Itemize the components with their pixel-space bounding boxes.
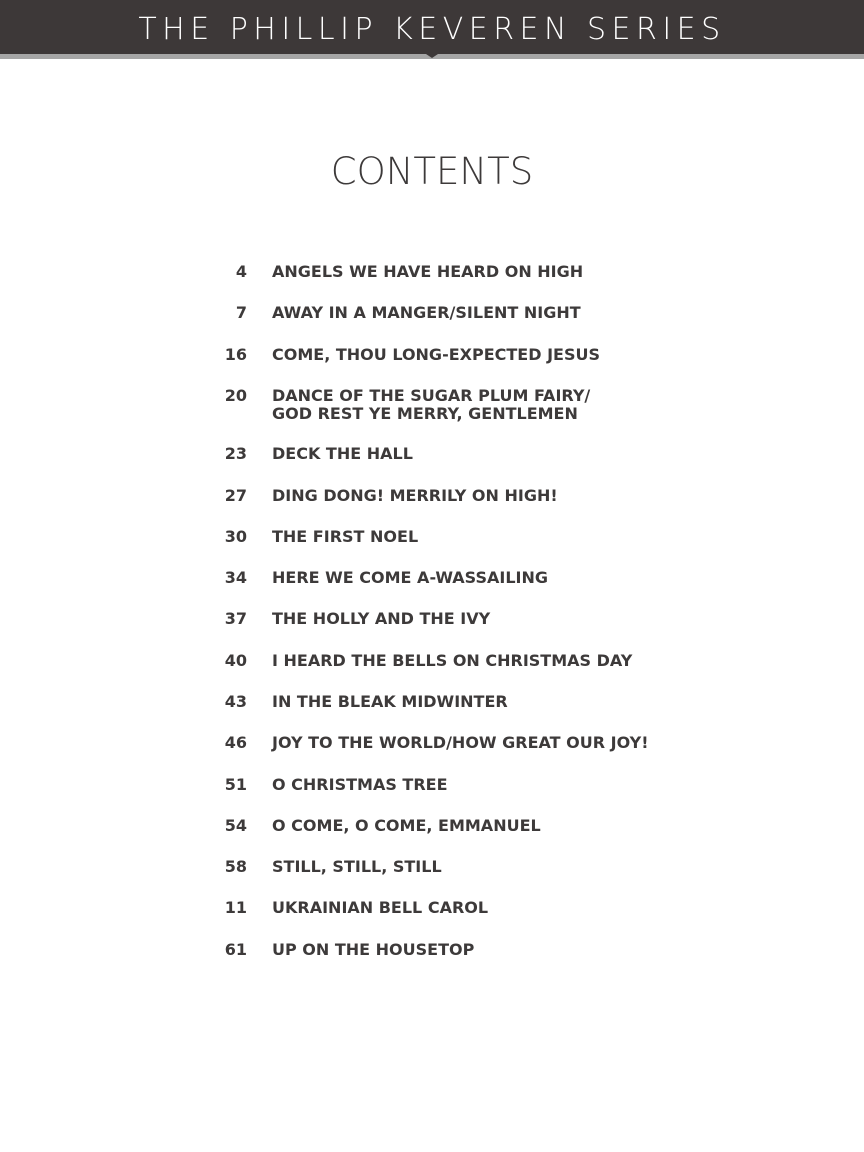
toc-page-number: 4 (235, 262, 247, 281)
toc-title-line: DANCE OF THE SUGAR PLUM FAIRY/ (272, 386, 591, 405)
toc-title-line: THE HOLLY AND THE IVY (272, 609, 491, 628)
toc-page-number: 43 (224, 692, 247, 711)
toc-title-line: O CHRISTMAS TREE (272, 775, 448, 794)
toc-title-line: UKRAINIAN BELL CAROL (272, 898, 489, 917)
contents-heading: CONTENTS (330, 150, 534, 193)
toc-page-number: 27 (224, 486, 247, 505)
toc-page-number: 23 (224, 444, 247, 463)
toc-page-number: 46 (224, 733, 247, 752)
toc-page-number: 40 (224, 651, 247, 670)
toc-page-number: 34 (224, 568, 247, 587)
toc-title (272, 528, 418, 546)
toc-page-number: 20 (224, 386, 247, 405)
toc-title-line: O COME, O COME, EMMANUEL (272, 816, 541, 835)
toc-page-number: 51 (224, 775, 247, 794)
toc-title (272, 263, 583, 281)
toc-title (272, 610, 490, 628)
toc-page-number: 61 (224, 940, 247, 959)
toc-page-number: 37 (224, 609, 247, 628)
toc-title (272, 776, 448, 794)
toc-page-number: 58 (224, 857, 247, 876)
toc-title (272, 652, 632, 670)
toc-title (272, 387, 590, 423)
toc-title-line: UP ON THE HOUSETOP (272, 940, 475, 959)
toc-page-number: 30 (224, 527, 247, 546)
toc-title-line: DING DONG! MERRILY ON HIGH! (272, 486, 558, 505)
toc-title-line: AWAY IN A MANGER/SILENT NIGHT (272, 303, 581, 322)
toc-page-number: 11 (224, 898, 247, 917)
toc-title (272, 941, 474, 959)
toc-title (272, 487, 558, 505)
toc-title (272, 346, 600, 364)
toc-page-number: 54 (224, 816, 247, 835)
toc-title (272, 858, 442, 876)
toc-title (272, 734, 649, 752)
series-title: THE PHILLIP KEVEREN SERIES (138, 12, 726, 47)
toc-title-line: GOD REST YE MERRY, GENTLEMEN (272, 404, 578, 423)
toc-title (272, 693, 508, 711)
toc-title-line: COME, THOU LONG-EXPECTED JESUS (272, 345, 600, 364)
toc-title (272, 899, 488, 917)
toc-title-line: ANGELS WE HAVE HEARD ON HIGH (272, 262, 584, 281)
toc-title (272, 304, 581, 322)
toc-title-line: I HEARD THE BELLS ON CHRISTMAS DAY (272, 651, 633, 670)
toc-page-number: 16 (224, 345, 247, 364)
toc-title (272, 817, 541, 835)
toc-title (272, 569, 548, 587)
toc-title-line: STILL, STILL, STILL (272, 857, 442, 876)
toc-title-line: IN THE BLEAK MIDWINTER (272, 692, 508, 711)
toc-title-line: JOY TO THE WORLD/HOW GREAT OUR JOY! (272, 733, 649, 752)
toc-page-number: 7 (235, 303, 247, 322)
toc-title-line: DECK THE HALL (272, 444, 413, 463)
toc-title-line: HERE WE COME A-WASSAILING (272, 568, 549, 587)
toc-title (272, 445, 413, 463)
toc-title-line: THE FIRST NOEL (272, 527, 419, 546)
